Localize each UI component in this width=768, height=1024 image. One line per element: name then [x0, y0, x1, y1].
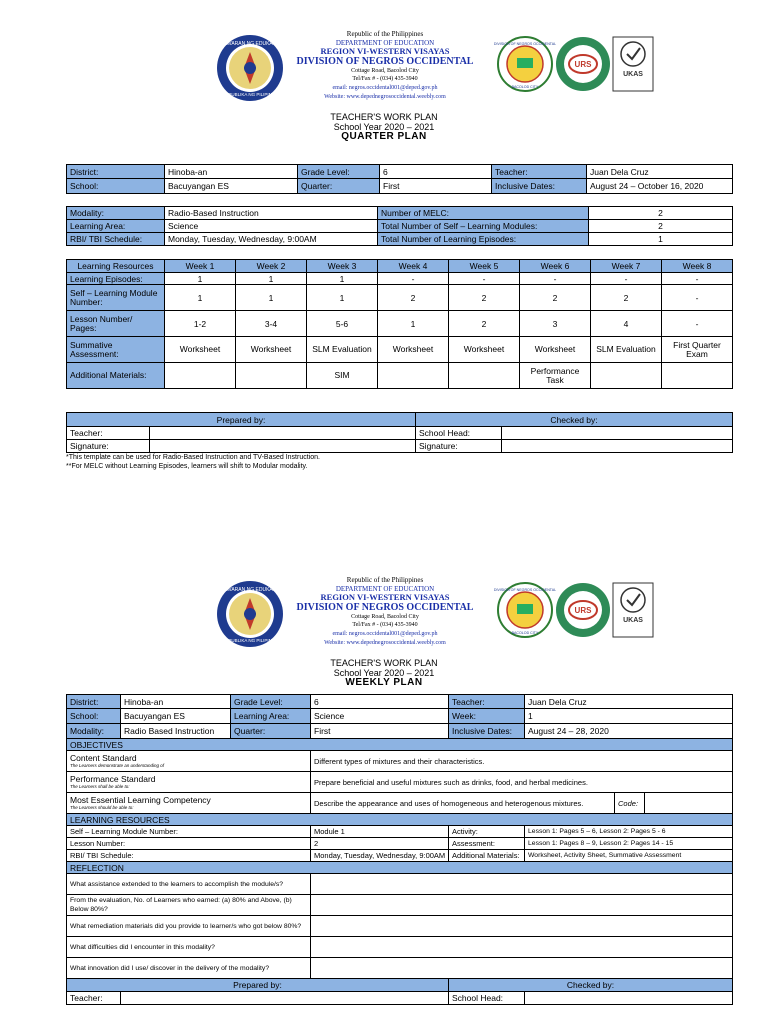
- content-standard-title: Content Standard: [70, 753, 137, 763]
- signature-field[interactable]: [150, 440, 416, 453]
- schedule-label: RBI/ TBI Schedule:: [67, 233, 165, 246]
- melc-label: [67, 793, 311, 814]
- table-row: [67, 311, 733, 337]
- note-line: **For MELC without Learning Episodes, learners will shift to Modular modality.: [66, 463, 308, 470]
- weekly-titles: [0, 658, 768, 688]
- assessment-value: Lesson 1: Pages 8 – 9, Lesson 2: Pages 14 - 15: [525, 838, 733, 850]
- svg-text:DIVISION OF NEGROS OCCIDENTAL: DIVISION OF NEGROS OCCIDENTAL: [493, 42, 557, 46]
- cell: -: [449, 273, 520, 285]
- grade-label: Grade Level:: [298, 165, 380, 179]
- reflection-answer[interactable]: [311, 895, 733, 916]
- reflection-row: [67, 874, 733, 895]
- code-value[interactable]: [645, 793, 733, 814]
- melc-label: Number of MELC:: [378, 207, 589, 220]
- cell: [165, 363, 236, 389]
- row-label: Summative Assessment:: [67, 337, 165, 363]
- reflection-question: From the evaluation, No. of Learners who earned: (a) 80% and Above, (b) Below 80%?: [67, 895, 311, 916]
- telfax-line: Tel/Fax # - (034) 435-3940: [352, 76, 418, 83]
- table-row: [67, 285, 733, 311]
- reflection-question: What innovation did I use/ discover in the delivery of the modality?: [67, 958, 311, 979]
- svg-text:UKAS: UKAS: [623, 71, 643, 78]
- cell: 1-2: [165, 311, 236, 337]
- svg-text:DIVISION OF NEGROS OCCIDENTAL: DIVISION OF NEGROS OCCIDENTAL: [493, 588, 557, 592]
- teacher-sign-label: Teacher:: [67, 427, 150, 440]
- note-line: *This template can be used for Radio-Based Instruction and TV-Based Instruction.: [66, 454, 320, 461]
- school-year: School Year 2020 – 2021: [333, 122, 435, 132]
- signature-label-2: Signature:: [416, 440, 502, 453]
- reflection-heading: REFLECTION: [67, 862, 733, 874]
- area-value: Science: [165, 220, 378, 233]
- division-line: DIVISION OF NEGROS OCCIDENTAL: [296, 601, 474, 613]
- cell: 2: [520, 285, 591, 311]
- episodes-label: Total Number of Learning Episodes:: [378, 233, 589, 246]
- school-value: Bacuyangan ES: [121, 709, 231, 724]
- checked-by-header: Checked by:: [416, 413, 733, 427]
- resources-corner: Learning Resources: [67, 260, 165, 273]
- cell: -: [662, 273, 733, 285]
- school-label: School:: [67, 179, 165, 194]
- svg-text:REPUBLIKA NG PILIPINAS: REPUBLIKA NG PILIPINAS: [222, 92, 278, 97]
- svg-text:REPUBLIKA NG PILIPINAS: REPUBLIKA NG PILIPINAS: [222, 638, 278, 643]
- modality-value: Radio Based Instruction: [121, 724, 231, 739]
- performance-standard-title: Performance Standard: [70, 774, 156, 784]
- week-header: Week 4: [378, 260, 449, 273]
- cell: 2: [449, 285, 520, 311]
- materials-value: Worksheet, Activity Sheet, Summative Assessment: [525, 850, 733, 862]
- quarter-label: Quarter:: [298, 179, 380, 194]
- row-label: Additional Materials:: [67, 363, 165, 389]
- cell: -: [520, 273, 591, 285]
- telfax-line: Tel/Fax # - (034) 435-3940: [352, 622, 418, 629]
- svg-text:KAGAWARAN NG EDUKASYON: KAGAWARAN NG EDUKASYON: [213, 587, 287, 593]
- ukas-certification-icon: [612, 582, 654, 638]
- template-notes: [66, 453, 320, 471]
- head-sign-field[interactable]: [502, 427, 733, 440]
- cell: -: [662, 311, 733, 337]
- republic-line: Republic of the Philippines: [346, 576, 424, 584]
- urs-certification-icon: [555, 582, 611, 638]
- reflection-row: [67, 916, 733, 937]
- cell: SLM Evaluation: [307, 337, 378, 363]
- week-header: Week 2: [236, 260, 307, 273]
- lesson-value: 2: [311, 838, 449, 850]
- signature-field-2[interactable]: [502, 440, 733, 453]
- prepared-by-header: Prepared by:: [67, 979, 449, 992]
- school-year: School Year 2020 – 2021: [333, 668, 435, 678]
- division-seal-icon: [493, 36, 557, 92]
- cell: [449, 363, 520, 389]
- schedule-label: RBI/ TBI Schedule:: [67, 850, 311, 862]
- head-sign-label: School Head:: [416, 427, 502, 440]
- weekly-plan-sheet: [0, 572, 768, 1003]
- district-label: District:: [67, 165, 165, 179]
- svg-text:KAGAWARAN NG EDUKASYON: KAGAWARAN NG EDUKASYON: [213, 41, 287, 47]
- cell: 4: [591, 311, 662, 337]
- reflection-answer[interactable]: [311, 937, 733, 958]
- republic-line: Republic of the Philippines: [346, 30, 424, 38]
- signature-label: Signature:: [67, 440, 150, 453]
- area-label: Learning Area:: [231, 709, 311, 724]
- reflection-answer[interactable]: [311, 916, 733, 937]
- row-label: Lesson Number/ Pages:: [67, 311, 165, 337]
- resources-heading: LEARNING RESOURCES: [67, 814, 733, 826]
- cell: Worksheet: [236, 337, 307, 363]
- cell: SIM: [307, 363, 378, 389]
- materials-label: Additional Materials:: [449, 850, 525, 862]
- cell: [591, 363, 662, 389]
- week-header: Week 1: [165, 260, 236, 273]
- teacher-label: Teacher:: [449, 695, 525, 709]
- plan-title: TEACHER'S WORK PLAN: [330, 112, 438, 122]
- melc-value: Describe the appearance and uses of homogeneous and heterogenous mixtures.: [311, 793, 615, 814]
- quarter-titles: [0, 112, 768, 142]
- melc-title: Most Essential Learning Competency: [70, 795, 211, 805]
- quarter-value: First: [311, 724, 449, 739]
- prepared-by-header: Prepared by:: [67, 413, 416, 427]
- dates-label: Inclusive Dates:: [492, 179, 587, 194]
- reflection-row: [67, 895, 733, 916]
- lesson-label: Lesson Number:: [67, 838, 311, 850]
- activity-label: Activity:: [449, 826, 525, 838]
- table-row: [67, 363, 733, 389]
- reflection-question: What difficulties did I encounter in this modality?: [67, 937, 311, 958]
- reflection-row: [67, 937, 733, 958]
- address-line: Cottage Road, Bacolod City: [351, 613, 419, 620]
- area-label: Learning Area:: [67, 220, 165, 233]
- cell: 5-6: [307, 311, 378, 337]
- ukas-certification-icon: [612, 36, 654, 92]
- teacher-value: Juan Dela Cruz: [525, 695, 733, 709]
- schedule-value: Monday, Tuesday, Wednesday, 9:00AM: [165, 233, 378, 246]
- cell: SLM Evaluation: [591, 337, 662, 363]
- school-label: School:: [67, 709, 121, 724]
- district-value: Hinoba-an: [121, 695, 231, 709]
- cell: Worksheet: [165, 337, 236, 363]
- cell: First Quarter Exam: [662, 337, 733, 363]
- svg-text:URS: URS: [574, 606, 592, 615]
- quarter-value: First: [380, 179, 492, 194]
- week-header: Week 5: [449, 260, 520, 273]
- weekly-plan-table: [66, 694, 733, 1005]
- urs-certification-icon: [555, 36, 611, 92]
- email-line: email: negros.occidental001@deped.gov.ph: [332, 630, 438, 637]
- cell: Worksheet: [520, 337, 591, 363]
- reflection-answer[interactable]: [311, 958, 733, 979]
- cell: Worksheet: [449, 337, 520, 363]
- module-value: Module 1: [311, 826, 449, 838]
- content-standard-sub: The Learners demonstrate an understanding of: [70, 763, 165, 768]
- website-line: Website: www.depednegrosoccidental.weebly.com: [324, 639, 446, 646]
- resources-table: [66, 259, 733, 389]
- content-standard-value: Different types of mixtures and their characteristics.: [311, 751, 733, 772]
- teacher-sign-field[interactable]: [150, 427, 416, 440]
- region-line: REGION VI-WESTERN VISAYAS: [320, 592, 450, 603]
- cell: -: [662, 285, 733, 311]
- week-header: Week 3: [307, 260, 378, 273]
- modality-label: Modality:: [67, 207, 165, 220]
- melc-value: 2: [589, 207, 733, 220]
- cell: -: [378, 273, 449, 285]
- dates-value: August 24 – October 16, 2020: [587, 179, 733, 194]
- cell: 2: [449, 311, 520, 337]
- district-label: District:: [67, 695, 121, 709]
- assessment-label: Assessment:: [449, 838, 525, 850]
- modality-label: Modality:: [67, 724, 121, 739]
- activity-value: Lesson 1: Pages 5 – 6, Lesson 2: Pages 5 - 6: [525, 826, 733, 838]
- letterhead-text: [270, 576, 500, 647]
- reflection-question: What assistance extended to the learners to accomplish the module/s?: [67, 874, 311, 895]
- module-label: Self – Learning Module Number:: [67, 826, 311, 838]
- letterhead-text: [270, 30, 500, 101]
- plan-type: QUARTER PLAN: [341, 131, 427, 142]
- modules-value: 2: [589, 220, 733, 233]
- week-header: Week 7: [591, 260, 662, 273]
- cell: [662, 363, 733, 389]
- modality-value: Radio-Based Instruction: [165, 207, 378, 220]
- cell: 2: [378, 285, 449, 311]
- cell: 3-4: [236, 311, 307, 337]
- table-row: [67, 337, 733, 363]
- cell: 1: [165, 273, 236, 285]
- school-value: Bacuyangan ES: [165, 179, 298, 194]
- episodes-value: 1: [589, 233, 733, 246]
- performance-standard-value: Prepare beneficial and useful mixtures such as drinks, food, and herbal medicines.: [311, 772, 733, 793]
- department-line: DEPARTMENT OF EDUCATION: [335, 584, 435, 593]
- district-value: Hinoba-an: [165, 165, 298, 179]
- quarter-plan-sheet: [0, 26, 768, 470]
- svg-text:BACOLOD CITY: BACOLOD CITY: [511, 631, 539, 635]
- cell: Worksheet: [378, 337, 449, 363]
- dates-value: August 24 – 28, 2020: [525, 724, 733, 739]
- grade-value: 6: [311, 695, 449, 709]
- modules-label: Total Number of Self – Learning Modules:: [378, 220, 589, 233]
- address-line: Cottage Road, Bacolod City: [351, 67, 419, 74]
- week-label: Week:: [449, 709, 525, 724]
- modality-table: [66, 206, 733, 246]
- cell: [378, 363, 449, 389]
- head-sign-field[interactable]: [525, 992, 733, 1005]
- checked-by-header: Checked by:: [449, 979, 733, 992]
- cell: 3: [520, 311, 591, 337]
- division-line: DIVISION OF NEGROS OCCIDENTAL: [296, 55, 474, 67]
- teacher-label: Teacher:: [492, 165, 587, 179]
- row-label: Self – Learning Module Number:: [67, 285, 165, 311]
- teacher-value: Juan Dela Cruz: [587, 165, 733, 179]
- plan-type: WEEKLY PLAN: [345, 677, 423, 688]
- reflection-answer[interactable]: [311, 874, 733, 895]
- website-line: Website: www.depednegrosoccidental.weebly.com: [324, 93, 446, 100]
- week-value: 1: [525, 709, 733, 724]
- code-label: Code:: [615, 793, 645, 814]
- teacher-sign-field[interactable]: [121, 992, 449, 1005]
- email-line: email: negros.occidental001@deped.gov.ph: [332, 84, 438, 91]
- head-sign-label: School Head:: [449, 992, 525, 1005]
- department-line: DEPARTMENT OF EDUCATION: [335, 38, 435, 47]
- row-label: Learning Episodes:: [67, 273, 165, 285]
- cell: Performance Task: [520, 363, 591, 389]
- melc-sub: The Learners should be able to:: [70, 805, 134, 810]
- area-value: Science: [311, 709, 449, 724]
- teacher-sign-label: Teacher:: [67, 992, 121, 1005]
- cell: 1: [378, 311, 449, 337]
- quarter-signature-table: [66, 412, 733, 453]
- svg-text:BACOLOD CITY: BACOLOD CITY: [511, 85, 539, 89]
- schedule-value: Monday, Tuesday, Wednesday, 9:00AM: [311, 850, 449, 862]
- region-line: REGION VI-WESTERN VISAYAS: [320, 46, 450, 57]
- cell: 1: [165, 285, 236, 311]
- svg-text:UKAS: UKAS: [623, 617, 643, 624]
- reflection-row: [67, 958, 733, 979]
- performance-standard-label: [67, 772, 311, 793]
- objectives-heading: OBJECTIVES: [67, 739, 733, 751]
- letterhead: [0, 26, 768, 108]
- quarter-label: Quarter:: [231, 724, 311, 739]
- week-header: Week 8: [662, 260, 733, 273]
- cell: 1: [236, 285, 307, 311]
- reflection-question: What remediation materials did you provide to learner/s who got below 80%?: [67, 916, 311, 937]
- svg-text:URS: URS: [574, 60, 592, 69]
- grade-value: 6: [380, 165, 492, 179]
- letterhead: [0, 572, 768, 654]
- cell: 2: [591, 285, 662, 311]
- plan-title: TEACHER'S WORK PLAN: [330, 658, 438, 668]
- cell: 1: [307, 285, 378, 311]
- division-seal-icon: [493, 582, 557, 638]
- cell: 1: [307, 273, 378, 285]
- quarter-info-table: [66, 164, 733, 194]
- table-row: [67, 273, 733, 285]
- cell: 1: [236, 273, 307, 285]
- week-header: Week 6: [520, 260, 591, 273]
- grade-label: Grade Level:: [231, 695, 311, 709]
- cell: -: [591, 273, 662, 285]
- cell: [236, 363, 307, 389]
- content-standard-label: [67, 751, 311, 772]
- performance-standard-sub: The Learners shall be able to:: [70, 784, 130, 789]
- dates-label: Inclusive Dates:: [449, 724, 525, 739]
